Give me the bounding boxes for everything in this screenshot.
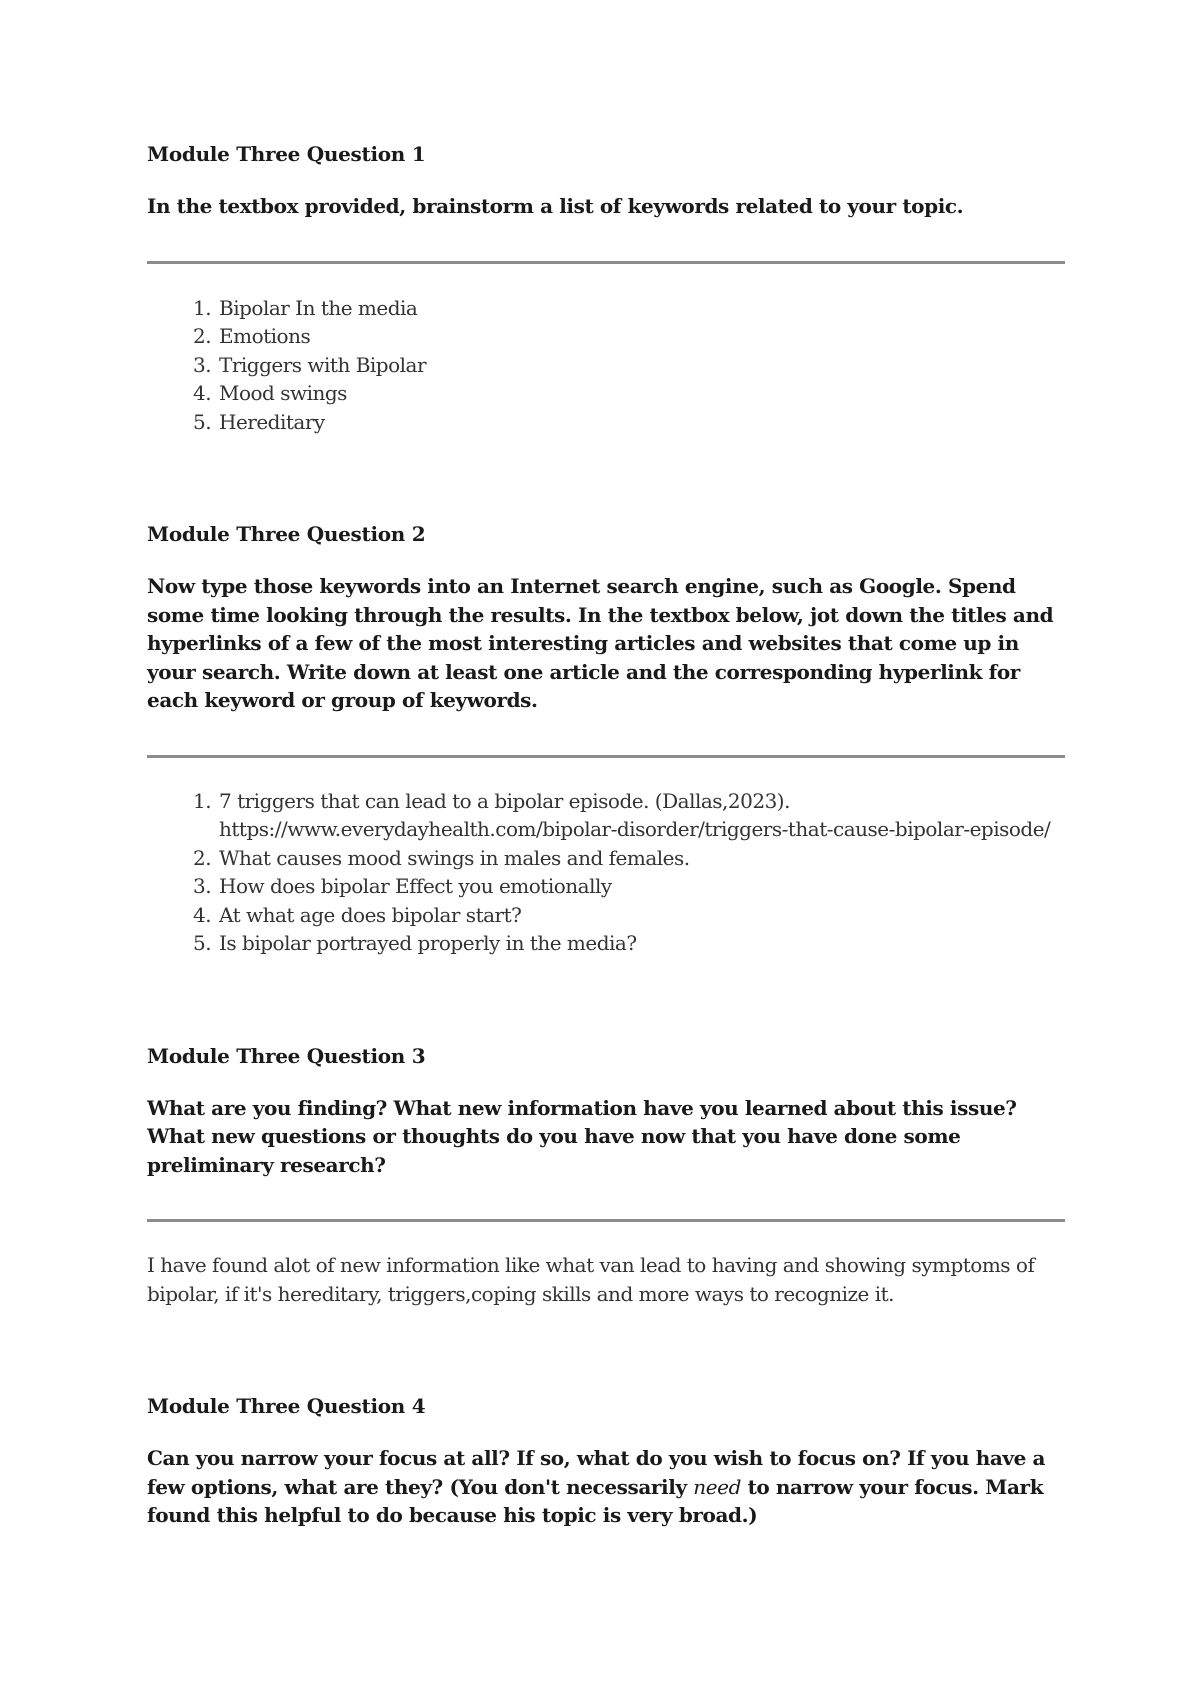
- question-4-prompt-end: to narrow your focus. Mark found this helpful to do because his topic is very broad.): [147, 1474, 1044, 1527]
- list-item: 3. How does bipolar Effect you emotionally: [217, 872, 1065, 901]
- question-1-prompt: In the textbox provided, brainstorm a list of keywords related to your topic.: [147, 194, 964, 218]
- question-1-answer-list[interactable]: [147, 294, 1065, 437]
- question-2-divider: [147, 755, 1065, 758]
- list-item: 4. Mood swings: [217, 379, 1065, 408]
- question-1-section: [147, 140, 1065, 436]
- question-4-section: [147, 1392, 1065, 1530]
- list-item: 5. Is bipolar portrayed properly in the media?: [217, 929, 1065, 958]
- article-hyperlink[interactable]: https://www.everydayhealth.com/bipolar-disorder/triggers-that-cause-bipolar-episode/: [219, 817, 1051, 841]
- question-4-prompt-start: Can you narrow your focus at all? If so, what do you wish to focus on? If you have a few options, what are they? (You don't necessarily: [147, 1446, 1046, 1499]
- list-item: 3. Triggers with Bipolar: [217, 351, 1065, 380]
- question-3-heading: Module Three Question 3: [147, 1043, 426, 1068]
- question-4-heading: Module Three Question 4: [147, 1394, 426, 1418]
- question-1-divider: [147, 261, 1065, 264]
- list-item: [217, 787, 1065, 844]
- article-title: 1. 7 triggers that can lead to a bipolar episode. (Dallas,2023).: [219, 788, 790, 813]
- question-3-answer[interactable]: I have found alot of new information like what van lead to having and showing symptoms of bipolar, if it's hereditary, triggers,coping skills and more ways to recognize it.: [147, 1253, 1035, 1306]
- list-item: 5. Hereditary: [217, 408, 1065, 437]
- question-4-prompt: [147, 1444, 1065, 1530]
- question-3-divider: [147, 1219, 1065, 1222]
- list-item: 2. Emotions: [217, 322, 1065, 351]
- question-3-section: [147, 1042, 1065, 1309]
- list-item: 4. At what age does bipolar start?: [217, 901, 1065, 930]
- question-1-heading: Module Three Question 1: [147, 142, 426, 166]
- question-2-answer-list[interactable]: [147, 787, 1065, 958]
- question-2-prompt: Now type those keywords into an Internet search engine, such as Google. Spend some time looking through the results. In the textbox below, jot down the titles and hyperlinks of a few of the most interesting articles and websites that come up in your search. Write down at least one article and the corresponding hyperlink for each keyword or group of keywords.: [147, 574, 1054, 712]
- question-3-prompt: What are you finding? What new information have you learned about this issue? What new questions or thoughts do you have now that you have done some preliminary research?: [147, 1095, 1017, 1177]
- question-2-heading: Module Three Question 2: [147, 522, 426, 546]
- question-2-section: [147, 520, 1065, 958]
- question-4-prompt-emphasis: need: [693, 1474, 742, 1499]
- list-item: 2. What causes mood swings in males and females.: [217, 844, 1065, 873]
- list-item: 1. Bipolar In the media: [217, 294, 1065, 323]
